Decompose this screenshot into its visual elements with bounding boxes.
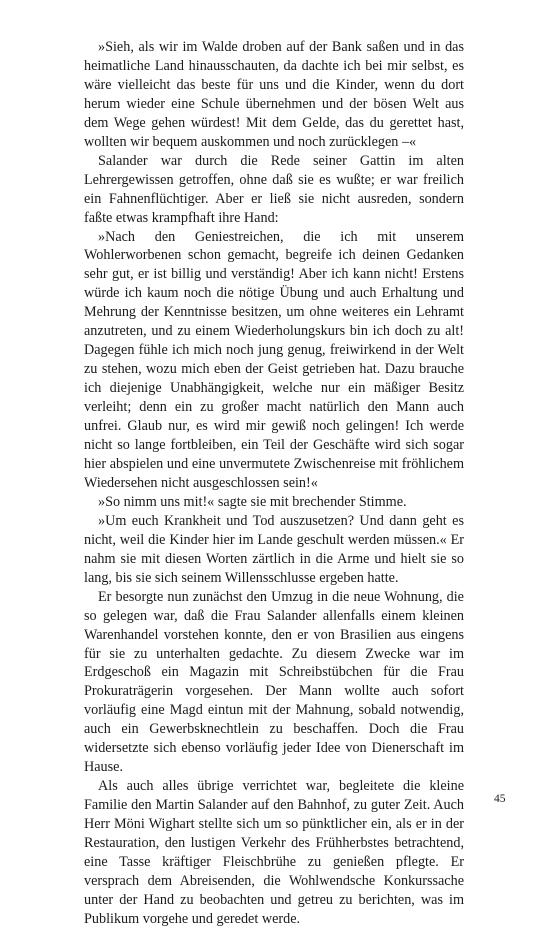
book-page-text (84, 38, 464, 929)
paragraph-2: Salander war durch die Rede seiner Gattin im alten Lehrergewissen getroffen, ohne daß sie es wußte; er war freilich ein Fahnenflüchtiger. Aber er ließ sie nicht ausreden, sondern faßte etwas krampfhaft ihre Hand: (84, 152, 464, 226)
paragraph-7: Als auch alles übrige verrichtet war, begleitete die kleine Familie den Martin Salander auf den Bahnhof, zu guter Zeit. Auch Herr Möni Wighart stellte sich um so pünktlicher ein, als er in der Restauration, den lustigen Verkehr des Frühherbstes betrachtend, eine Tasse kräftiger Fleischbrühe zu genießen pflegte. Er versprach dem Abreisenden, die Wohlwendsche Konkurssache unter der Hand zu beobachten und getreu zu berichten, was im Publikum vorgehe und geredet werde. (84, 778, 464, 927)
paragraph-5: »Um euch Krankheit und Tod auszusetzen? Und dann geht es nicht, weil die Kinder hier im Lande geschult werden müssen.« Er nahm sie mit diesen Worten zärtlich in die Arme und hielt sie so lang, bis sie sich seinem Willensschlusse ergeben hatte. (84, 512, 464, 586)
paragraph-4: »So nimm uns mit!« sagte sie mit brechender Stimme. (98, 493, 407, 510)
paragraph-1: »Sieh, als wir im Walde droben auf der Bank saßen und in das heimatliche Land hinausschauten, da dachte ich bei mir selbst, es wäre vielleicht das beste für uns und die Kinder, wenn du dort herum wieder eine Schule übernehmen und der bösen Welt aus dem Wege gehen würdest! Mit dem Gelde, das du gerettet hast, wollten wir bequem auskommen und noch zurücklegen –« (84, 39, 464, 150)
paragraph-6: Er besorgte nun zunächst den Umzug in die neue Wohnung, die so gelegen war, daß die Frau Salander allenfalls einem kleinen Warenhandel vorstehen konnte, den er von Brasilien aus eingens für sie zu unterhalten gedachte. Zu diesem Zwecke war im Erdgeschoß ein Magazin mit Schreibstübchen für die Frau Prokuraträgerin vorgesehen. Der Mann wollte auch sofort vorläufig eine Magd eintun mit der Mahnung, sobald notwendig, auch ein Gewerbsknechtlein zu beschaffen. Doch die Frau widersetzte sich ebenso vorläufig jeder Idee von Dienerschaft im Hause. (84, 588, 464, 776)
page-number: 45 (494, 793, 506, 805)
paragraph-3: »Nach den Geniestreichen, die ich mit unserem Wohlerworbenen schon gemacht, begreife ich deinen Gedanken sehr gut, er ist billig und verständig! Aber ich kann nicht! Erstens würde ich kaum noch die nötige Übung und auch Erhaltung und Mehrung der Kenntnisse besitzen, um ohne weiteres ein Lehramt anzutreten, und zu einem Wiederholungskurs bin ich doch zu alt! Dagegen fühle ich mich noch jung genug, freiwirkend in der Welt zu stehen, wozu mich eben der Geist getrieben hat. Dazu brauche ich diejenige Unabhängigkeit, welche nur ein mäßiger Besitz verleiht; denn ein zu großer macht natürlich den Mann auch unfrei. Glaub nur, es wird mir gewiß noch gelingen! Ich werde nicht so lange fortbleiben, ein Teil der Geschäfte wird sich sogar hier abspielen und eine unvermutete Zwischenreise mit fröhlichem Wiedersehen nicht ausgeschlossen sein!« (84, 228, 464, 491)
